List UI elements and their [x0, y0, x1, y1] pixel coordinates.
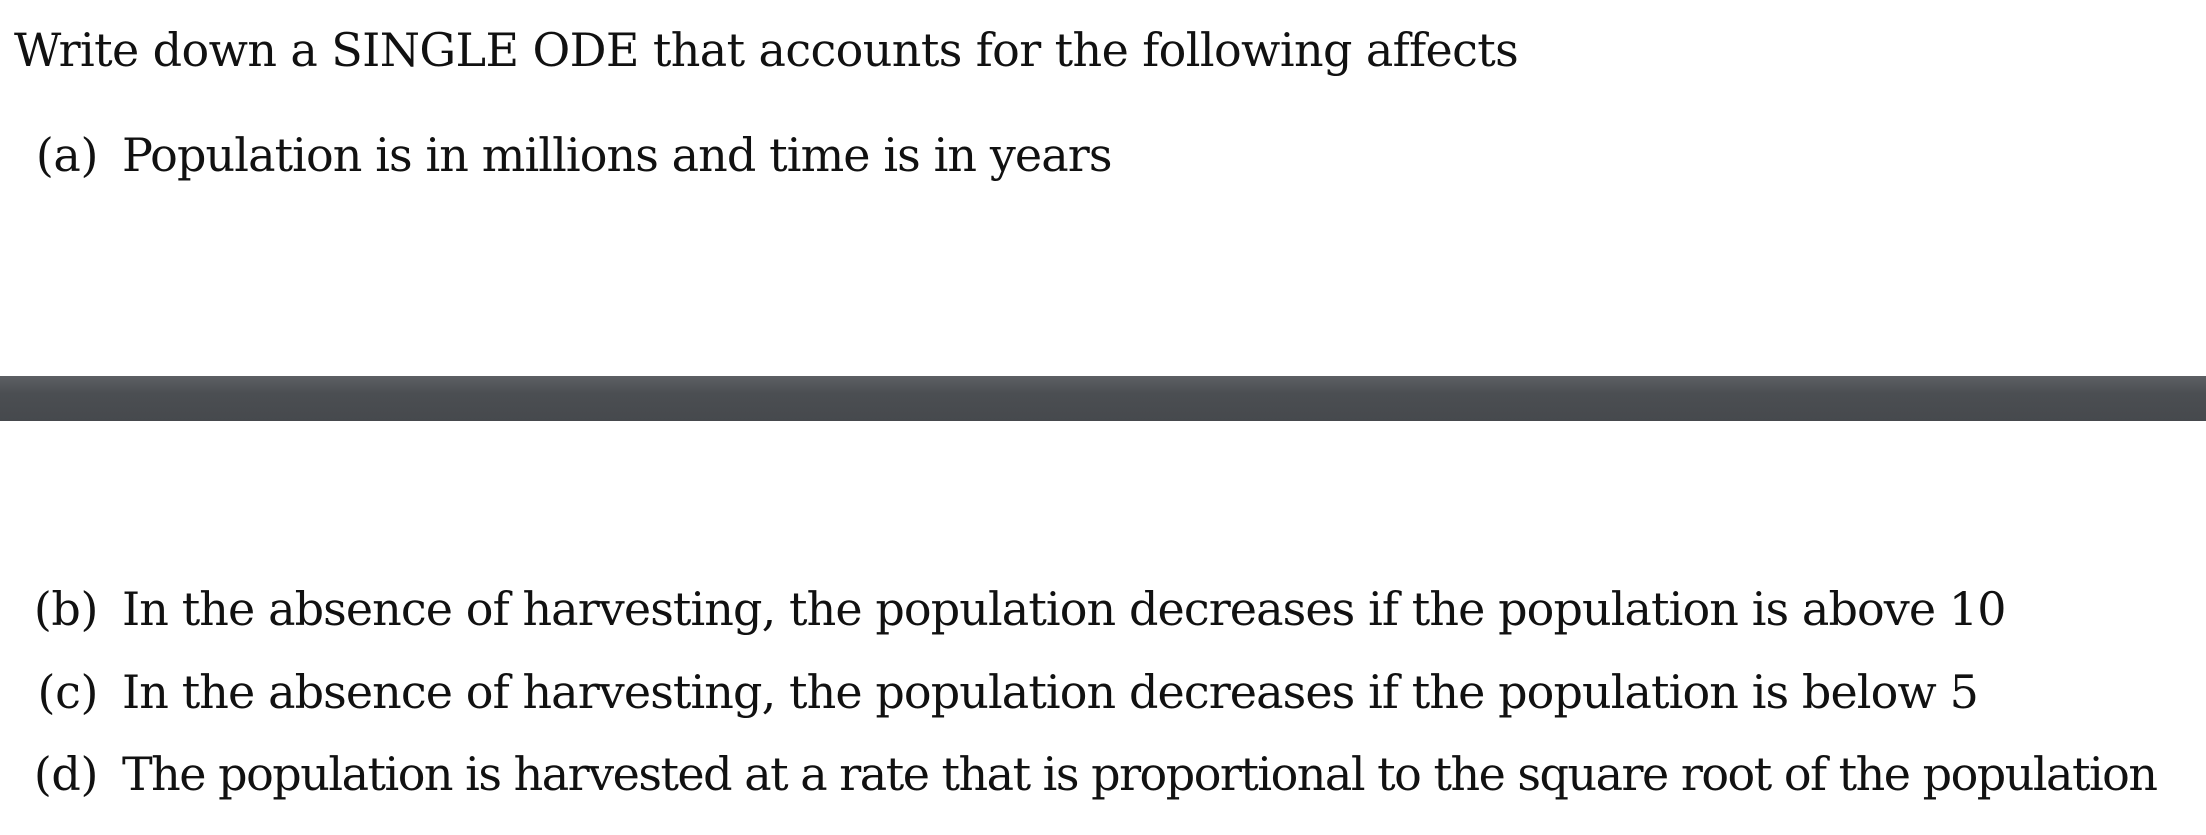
item-text-c: In the absence of harvesting, the population decreases if the population is below 5: [122, 665, 1978, 719]
item-marker-c: (c): [37, 665, 98, 719]
item-marker-a: (a): [35, 128, 98, 182]
item-text-d: The population is harvested at a rate that is proportional to the square root of the population: [122, 747, 2157, 801]
item-text-b: In the absence of harvesting, the population decreases if the population is above 10: [122, 582, 2006, 636]
item-marker-b: (b): [33, 582, 98, 636]
item-text-a: Population is in millions and time is in years: [122, 128, 1112, 182]
question-intro: Write down a SINGLE ODE that accounts for the following affects: [14, 23, 1519, 77]
item-marker-d: (d): [33, 747, 98, 801]
page-divider-bar: [0, 376, 2206, 421]
